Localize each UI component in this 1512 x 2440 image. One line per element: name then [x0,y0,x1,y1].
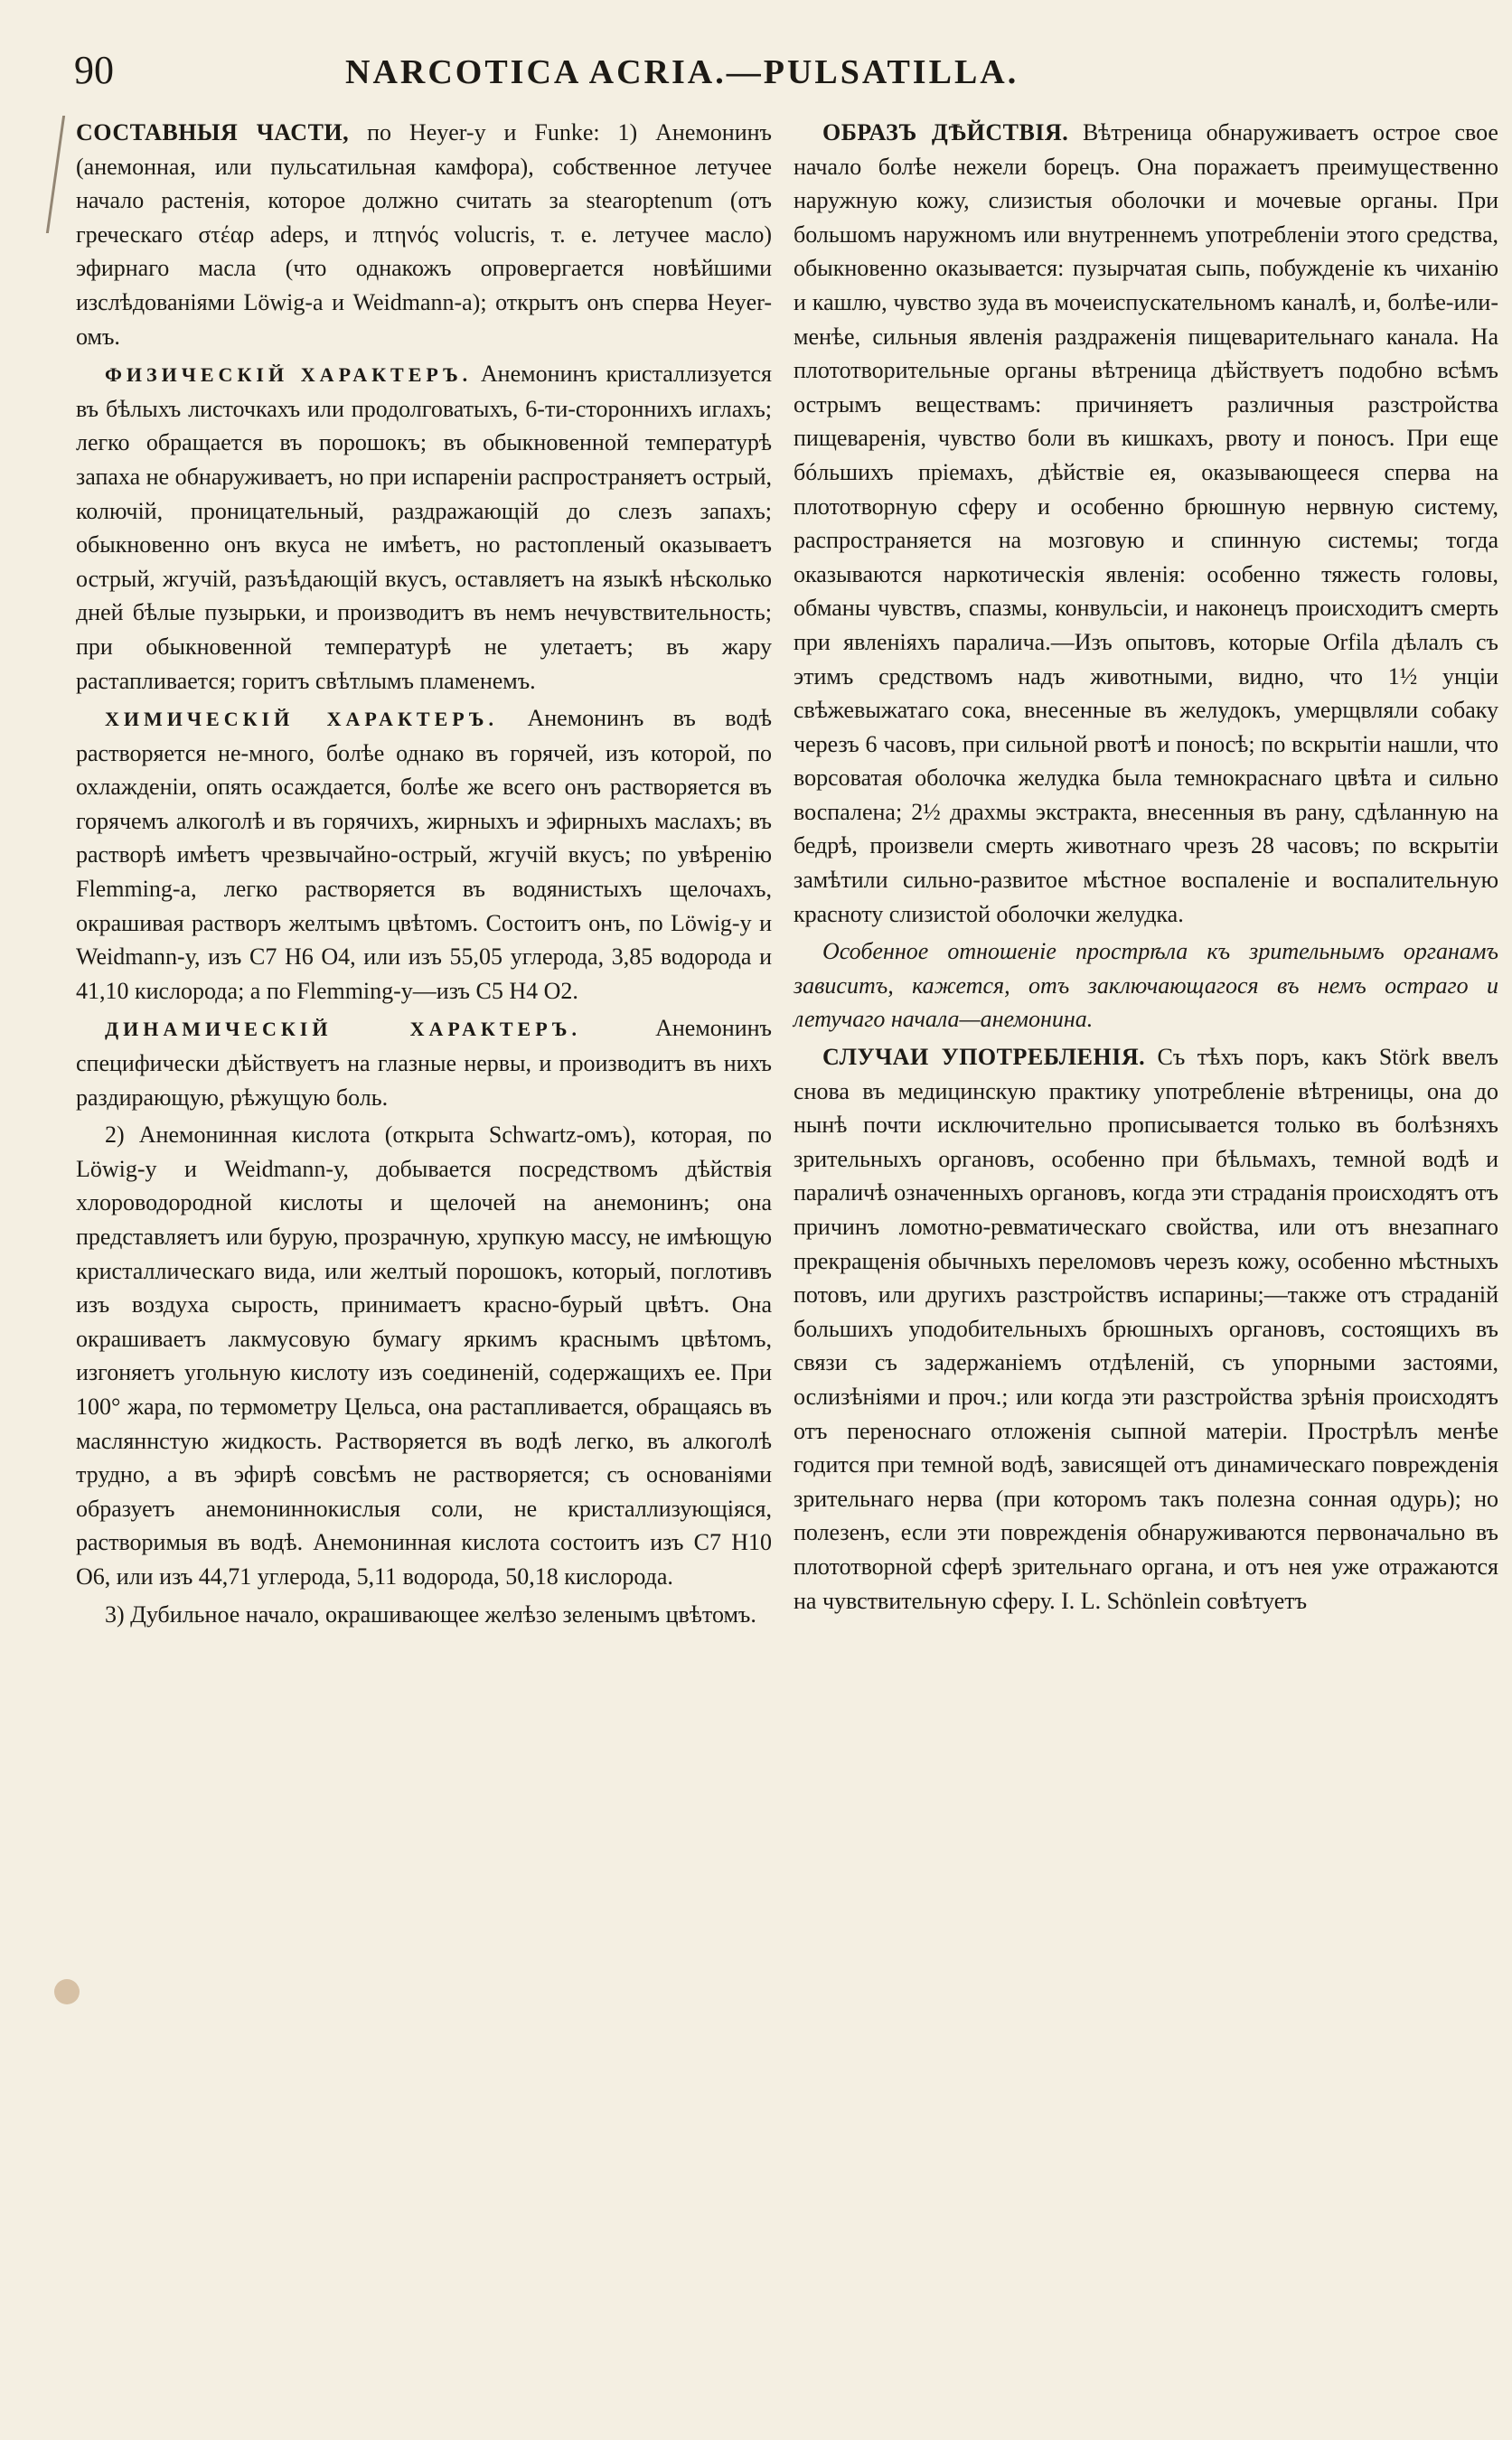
paragraph-text: Вѣтреница обнаруживаетъ острое свое начало болѣе нежели борецъ. Она поражаетъ преимущественно наружную кожу, слизистыя оболочки и мочевые органы. При большомъ наружномъ или внутреннемъ употребленіи этого средства, обыкновенно оказывается: пузырчатая сыпь, побужденіе къ чиханію и кашлю, чувство зуда въ мочеиспускательномъ каналѣ, и, болѣе-или-менѣе, сильныя явленія раздраженія пищеварительнаго канала. На плототворительные органы вѣтреница дѣйствуетъ подобно всѣмъ острымъ веществамъ: причиняетъ различныя разстройства пищеваренія, чувство боли въ кишкахъ, рвоту и поносъ. При еще бóльшихъ пріемахъ, дѣйствіе ея, оказывающееся сперва на плототворную сферу и особенно брюшную нервную систему, распространяется на мозговую и спинную системы; тогда оказываются наркотическія явленія: особенно тяжесть головы, обманы чувствъ, спазмы, конвульсіи, и наконецъ происходитъ смерть при явленіяхъ паралича.—Изъ опытовъ, которые Orfila дѣлалъ съ этимъ средствомъ надъ животными, видно, что 1½ унціи свѣжевыжатаго сока, внесенные въ желудокъ, умерщвляли собаку черезъ 6 часовъ, при сильной рвотѣ и поносѣ; по вскрытіи нашли, что ворсоватая оболочка желудка была темнокраснаго цвѣта и сильно воспалена; 2½ драхмы экстракта, внесенныя въ рану, сдѣланную на бедрѣ, произвели смерть животнаго чрезъ 28 часовъ; по вскрытіи замѣтили сильно-развитое мѣстное воспаленіе и воспалительную красноту слизистой оболочки желудка. [794,119,1498,927]
section-heading: ФИЗИЧЕСКІЙ ХАРАКТЕРЪ. [105,363,473,387]
section-heading: ДИНАМИЧЕСКІЙ ХАРАКТЕРЪ. [105,1018,581,1041]
section-heading: СОСТАВНЫЯ ЧАСТИ, [76,119,350,145]
paragraph-text: Особенное отношеніе прострѣла къ зрительнымъ органамъ зависитъ, кажется, отъ заключающагося въ немъ остраго и летучаго начала—анемонина. [794,938,1498,1033]
left-column [76,116,772,1635]
section-heading: ОБРАЗЪ ДѢЙСТВІЯ. [822,119,1069,145]
paragraph [76,1598,772,1632]
paragraph [794,116,1498,931]
section-heading: СЛУЧАИ УПОТРЕБЛЕНІЯ. [822,1044,1146,1071]
running-title: NARCOTICA ACRIA.—PULSATILLA. [345,53,1019,91]
paragraph-text: Съ тѣхъ поръ, какъ Störk ввелъ снова въ медицинскую практику употребленіе вѣтреницы, она до нынѣ почти исключительно прописывается только въ болѣзняхъ зрительныхъ органовъ, особенно при бѣльмахъ, темной водѣ и параличѣ означенныхъ органовъ, когда эти страданія происходятъ отъ причинъ ломотно-ревматическаго свойства, или отъ внезапнаго прекращенія обычныхъ переломовъ черезъ кожу, особенно мѣстныхъ потовъ, или другихъ разстройствъ испарины;—также отъ страданій большихъ уподобительныхъ брюшныхъ органовъ, состоящихъ въ связи съ задержаніемъ отдѣленій, съ упорными застоями, ослизѣніями и проч.; или когда эти разстройства зрѣнія происходятъ отъ переноснаго отложенія сыпной матеріи. Прострѣлъ менѣе годится при темной водѣ, зависящей отъ динамическаго поврежденія зрительнаго нерва (при которомъ такъ полезна сонная одурь); но полезенъ, если эти поврежденія обнаруживаются первоначально въ плототворной сферѣ зрительнаго органа, и отъ нея уже отражаются на чувствительную сферу. I. L. Schönlein совѣтуетъ [794,1044,1498,1614]
paragraph-text: Анемонинъ кристаллизуется въ бѣлыхъ листочкахъ или продолговатыхъ, 6-ти-стороннихъ иглахъ; легко обращается въ порошокъ; въ обыкновенной температурѣ запаха не обнаруживаетъ, но при испареніи распространяетъ острый, колючій, проницательный, раздражающій до слезъ запахъ; обыкновенно онъ вкуса не имѣетъ, но растопленый оказываетъ острый, жгучій, разъѣдающій вкусъ, оставляетъ на языкѣ нѣсколько дней бѣлые пузырьки, и производитъ въ немъ нечувствительность; при обыкновенной температурѣ не улетаетъ; въ жару растапливается; горитъ свѣтлымъ пламенемъ. [76,361,772,694]
paragraph-text: 2) Анемонинная кислота (открыта Schwartz-омъ), которая, по Löwig-у и Weidmann-у, добывается посредствомъ дѣйствія хлороводородной кислоты и щелочей на анемонинъ; она представляетъ или бурую, прозрачную, хрупкую массу, не имѣющую кристаллическаго вида, или желтый порошокъ, который, поглотивъ изъ воздуха сырость, принимаетъ красно-бурый цвѣтъ. Она окрашиваетъ лакмусовую бумагу яркимъ краснымъ цвѣтомъ, изгоняетъ угольную кислоту изъ соединеній, содержащихъ ее. При 100° жара, по термометру Цельса, она растапливается, обращаясь въ масляннстую жидкость. Растворяется въ водѣ легко, въ алкоголѣ трудно, а въ эфирѣ совсѣмъ не растворяется; съ основаніями образуетъ анемониннокислыя соли, не кристаллизующіяся, растворимыя въ водѣ. Анемонинная кислота состоитъ изъ C7 H10 O6, или изъ 44,71 углерода, 5,11 водорода, 50,18 кислорода. [76,1121,772,1590]
paragraph [76,1011,772,1114]
paragraph [76,1118,772,1593]
paragraph [76,357,772,698]
paragraph-text: Анемонинъ въ водѣ растворяется не-много, болѣе однако въ горячей, изъ которой, по охлажденіи, опять осаждается, болѣе же всего онъ растворяется въ горячемъ алкоголѣ и въ горячихъ, жирныхъ и эфирныхъ маслахъ; въ растворѣ имѣетъ чрезвычайно-острый, жгучій вкусъ; по увѣренію Flemming-а, легко растворяется въ водянистыхъ щелочахъ, окрашивая растворъ желтымъ цвѣтомъ. Состоитъ онъ, по Löwig-у и Weidmann-у, изъ C7 H6 O4, или изъ 55,05 углерода, 3,85 водорода и 41,10 кислорода; а по Flemming-у—изъ C5 H4 O2. [76,705,772,1004]
paragraph-text: Анемонинъ специфически дѣйствуетъ на глазные нервы, и производитъ въ нихъ раздирающую, рѣжущую боль. [76,1015,772,1111]
page-number: 90 [74,48,114,92]
paragraph [76,116,772,353]
section-heading: ХИМИЧЕСКІЙ ХАРАКТЕРЪ. [105,708,499,731]
paper-stain [54,1979,80,2004]
paragraph-text: по Heyer-у и Funke: 1) Анемонинъ (анемонная, или пульсатильная камфора), собственное летучее начало растенія, которое должно считать за stearoptenum (отъ греческаго στέαρ adeps, и πτηνός volucris, т. е. летучее масло) эфирнаго масла (что однакожъ опровергается новѣйшими изслѣдованіями Löwig-а и Weidmann-а); открытъ онъ сперва Heyer-омъ. [76,119,772,350]
running-head [74,47,1458,101]
paragraph [794,934,1498,1037]
paragraph [794,1040,1498,1618]
paragraph-text: 3) Дубильное начало, окрашивающее желѣзо зеленымъ цвѣтомъ. [105,1600,756,1628]
paragraph [76,701,772,1008]
right-column [794,116,1498,1621]
